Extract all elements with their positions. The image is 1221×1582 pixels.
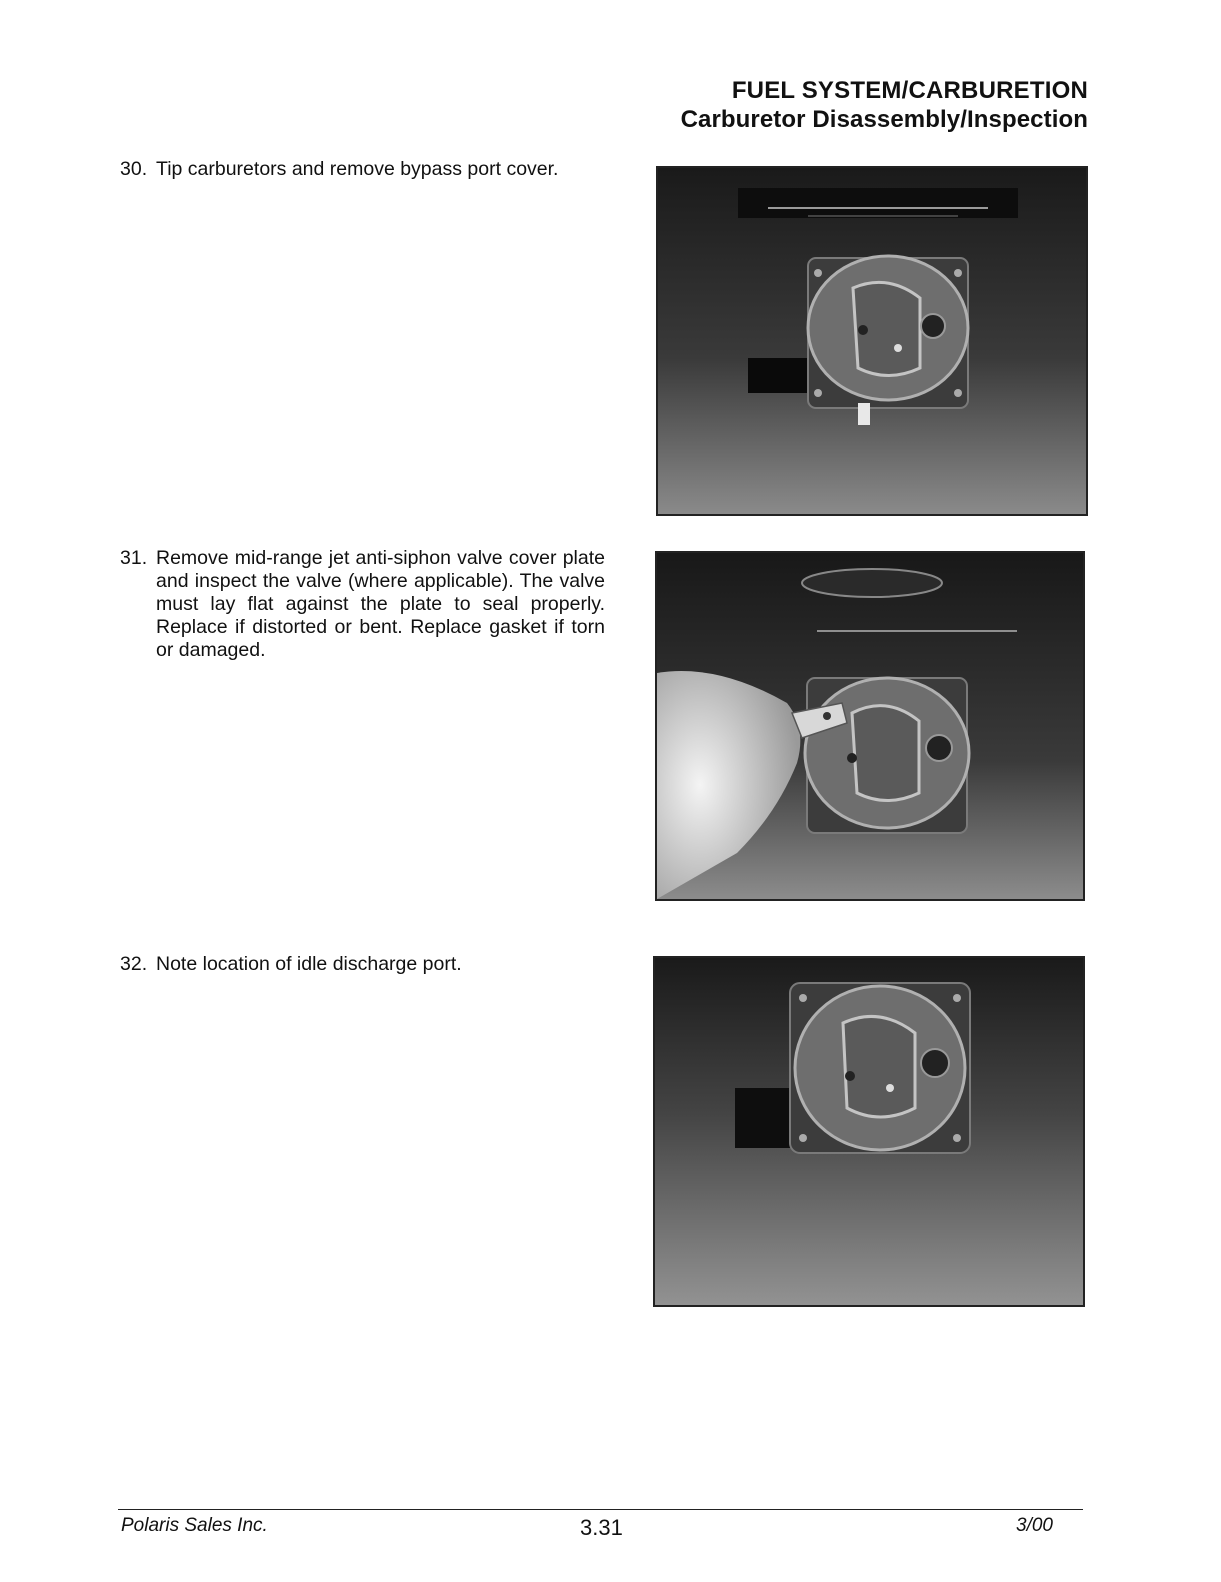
step-text: Note location of idle discharge port.: [156, 953, 462, 975]
step-31: [120, 547, 605, 662]
step-32: [120, 953, 605, 976]
carburetor-photo-icon: [657, 553, 1083, 899]
step-text: Tip carburetors and remove bypass port cover.: [156, 158, 559, 180]
carburetor-photo-icon: [658, 168, 1086, 514]
step-number: 31.: [120, 547, 148, 569]
idle-discharge-port-photo: [653, 956, 1085, 1307]
page-header: [681, 76, 1088, 134]
page-number: 3.31: [580, 1515, 623, 1540]
footer-divider: [118, 1509, 1083, 1510]
carburetor-photo-icon: [655, 958, 1083, 1305]
section-title: FUEL SYSTEM/CARBURETION: [731, 77, 1088, 104]
footer-company: Polaris Sales Inc.: [121, 1515, 268, 1536]
anti-siphon-valve-photo: [655, 551, 1085, 901]
footer-date: 3/00: [1016, 1515, 1053, 1536]
step-number: 32.: [120, 953, 148, 975]
subsection-title: Carburetor Disassembly/Inspection: [680, 106, 1088, 133]
step-text: Remove mid-range jet anti-siphon valve cover plate and inspect the valve (where applicable). The valve must lay flat against the plate to seal properly. Replace if distorted or bent. Replace gasket if torn or damaged.: [156, 547, 605, 661]
step-30: [120, 158, 605, 181]
bypass-port-cover-photo: [656, 166, 1088, 516]
step-number: 30.: [120, 158, 148, 180]
